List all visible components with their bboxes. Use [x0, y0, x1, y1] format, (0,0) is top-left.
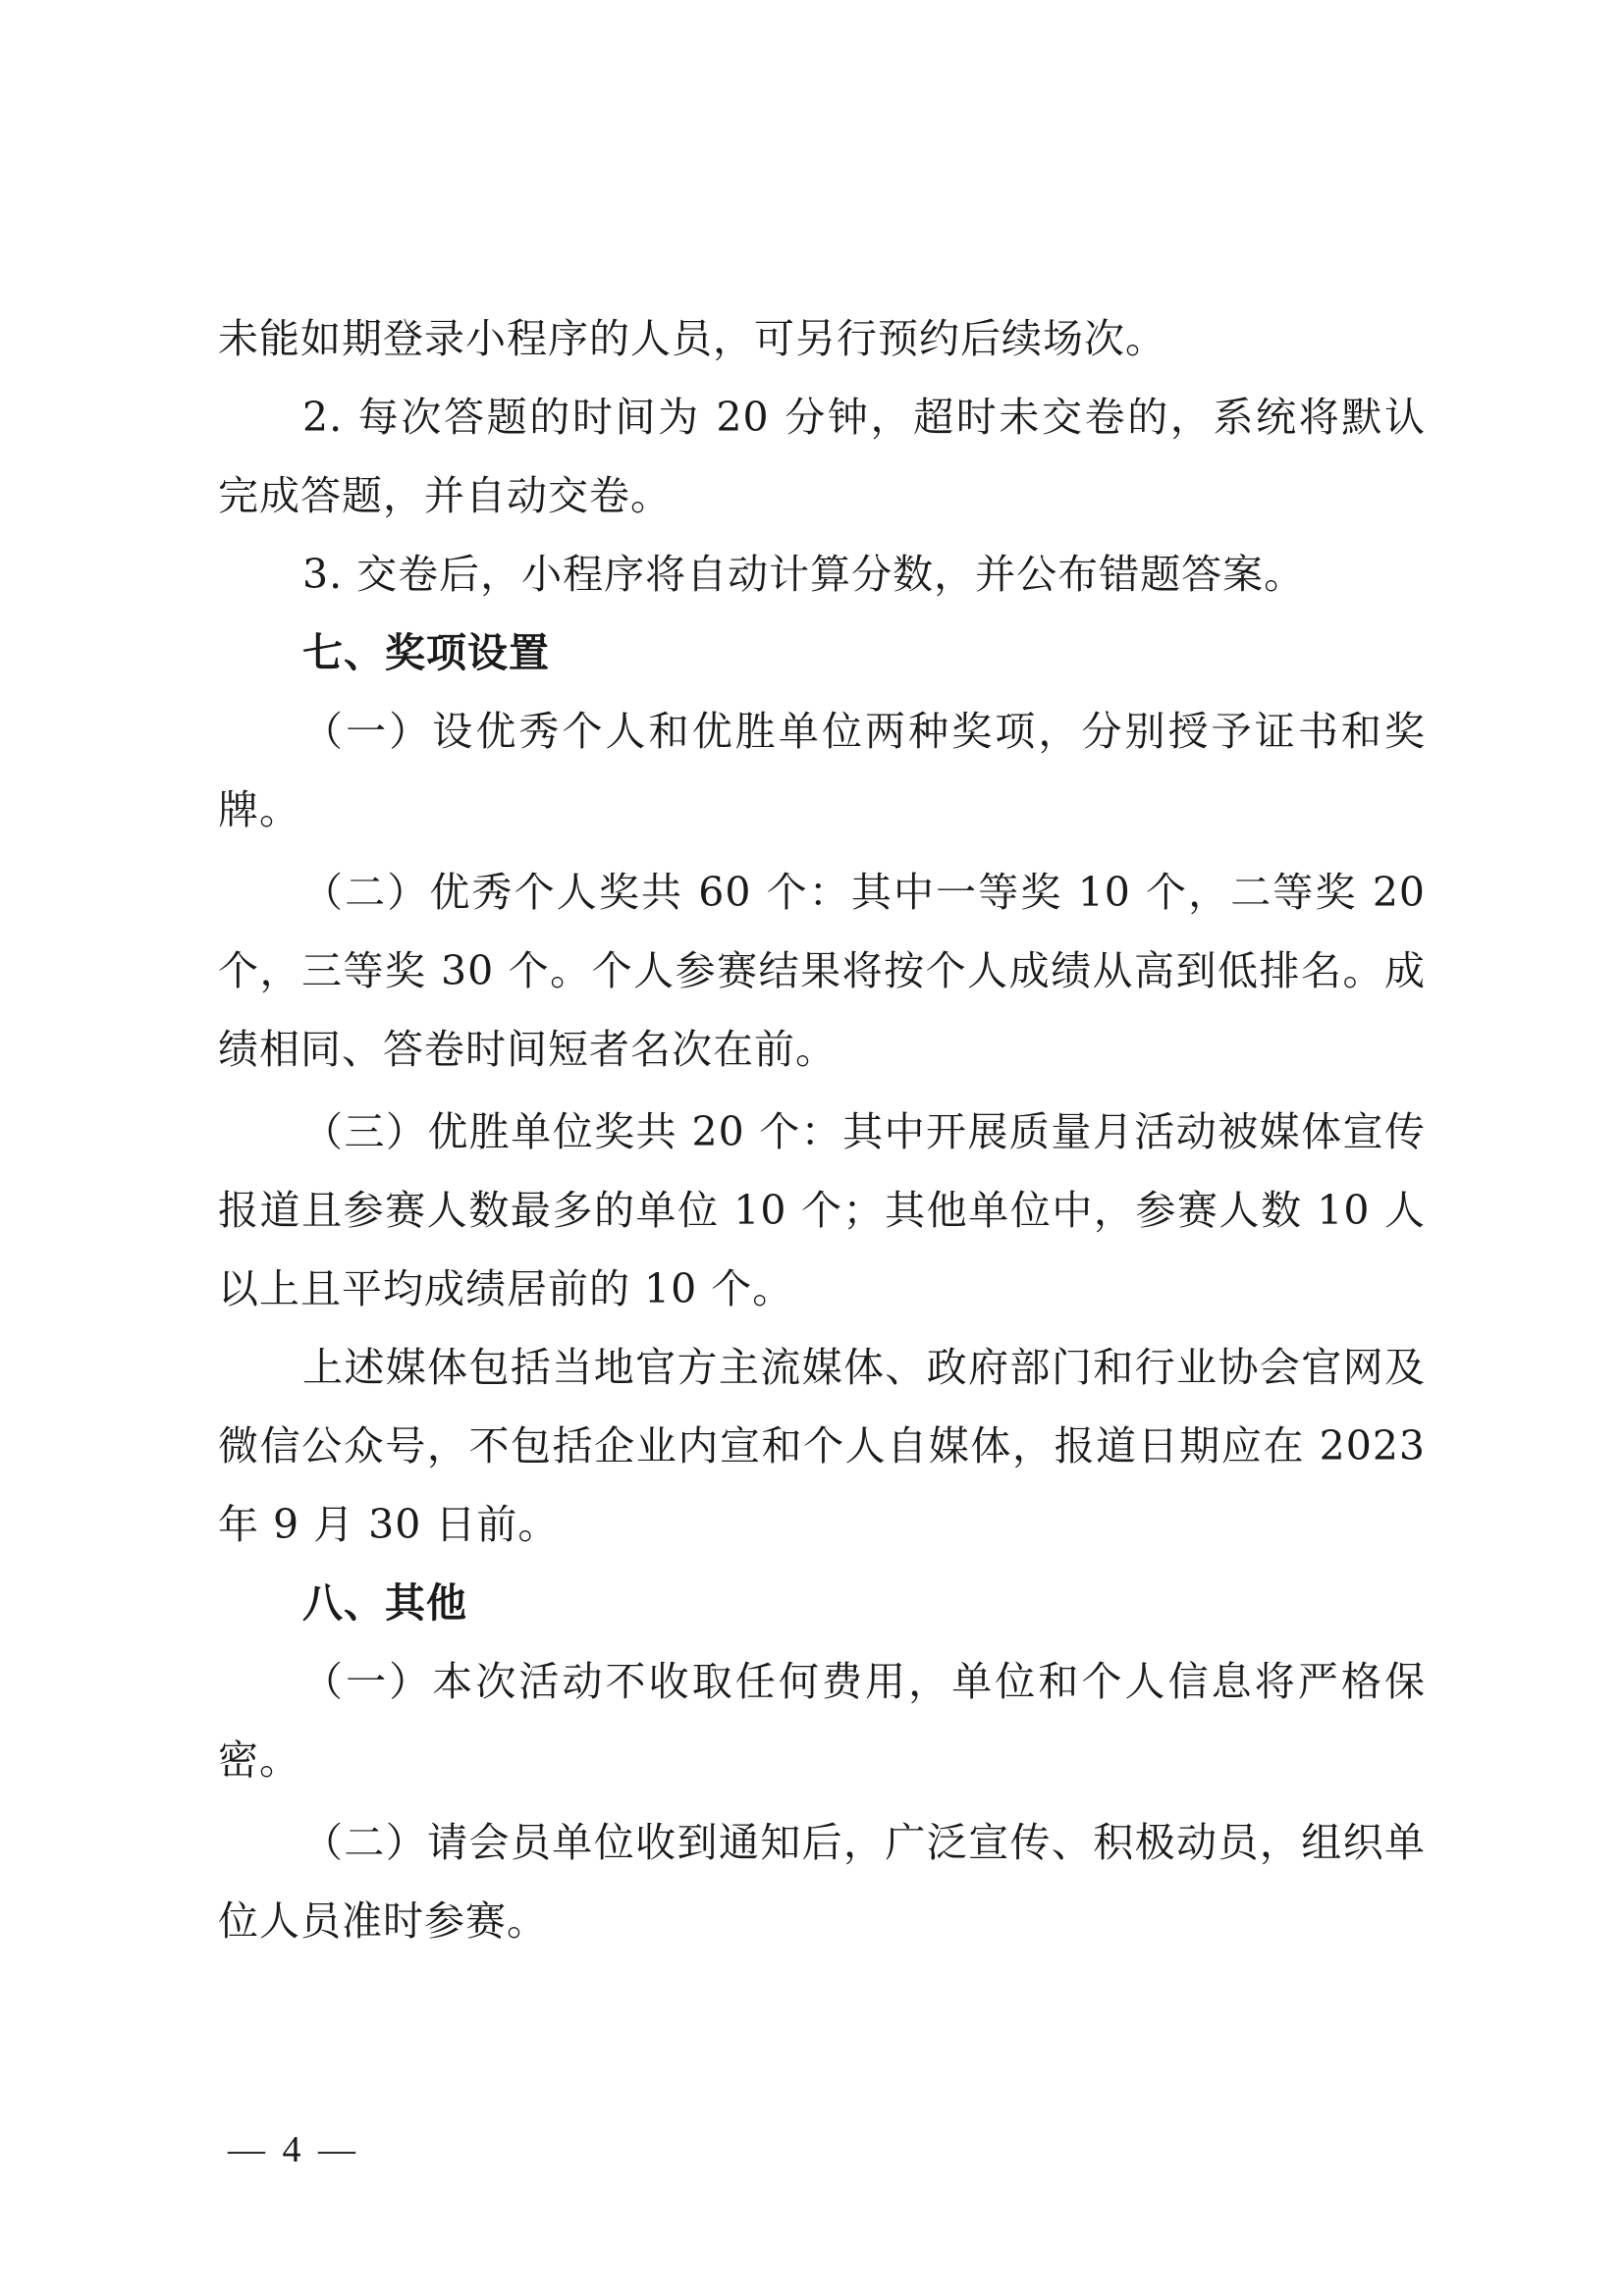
paragraph-unit-awards: （三）优胜单位奖共 20 个：其中开展质量月活动被媒体宣传报道且参赛人数最多的单位 10 个；其他单位中，参赛人数 10 人以上且平均成绩居前的 10 个。	[218, 1108, 1426, 1312]
section-heading-awards: 七、奖项设置	[302, 629, 550, 676]
paragraph-no-fees: （一）本次活动不收取任何费用，单位和个人信息将严格保密。	[218, 1658, 1426, 1784]
document-body	[218, 299, 1426, 1960]
page-number: — 4 —	[228, 2129, 359, 2170]
section-heading-other: 八、其他	[302, 1579, 467, 1627]
paragraph-individual-awards: （二）优秀个人奖共 60 个：其中一等奖 10 个，二等奖 20 个，三等奖 30 个。个人参赛结果将按个人成绩从高到低排名。成绩相同、答卷时间短者名次在前。	[218, 869, 1426, 1073]
paragraph-scoring: 3. 交卷后，小程序将自动计算分数，并公布错题答案。	[302, 551, 1306, 598]
paragraph-award-types: （一）设优秀个人和优胜单位两种奖项，分别授予证书和奖牌。	[218, 708, 1426, 833]
paragraph-continuation: 未能如期登录小程序的人员，可另行预约后续场次。	[218, 315, 1166, 362]
paragraph-media-definition: 上述媒体包括当地官方主流媒体、政府部门和行业协会官网及微信公众号，不包括企业内宣和个人自媒体，报道日期应在 2023 年 9 月 30 日前。	[218, 1344, 1426, 1548]
paragraph-answer-time: 2. 每次答题的时间为 20 分钟，超时未交卷的，系统将默认完成答题，并自动交卷。	[218, 394, 1426, 519]
paragraph-member-notice: （二）请会员单位收到通知后，广泛宣传、积极动员，组织单位人员准时参赛。	[218, 1819, 1426, 1945]
